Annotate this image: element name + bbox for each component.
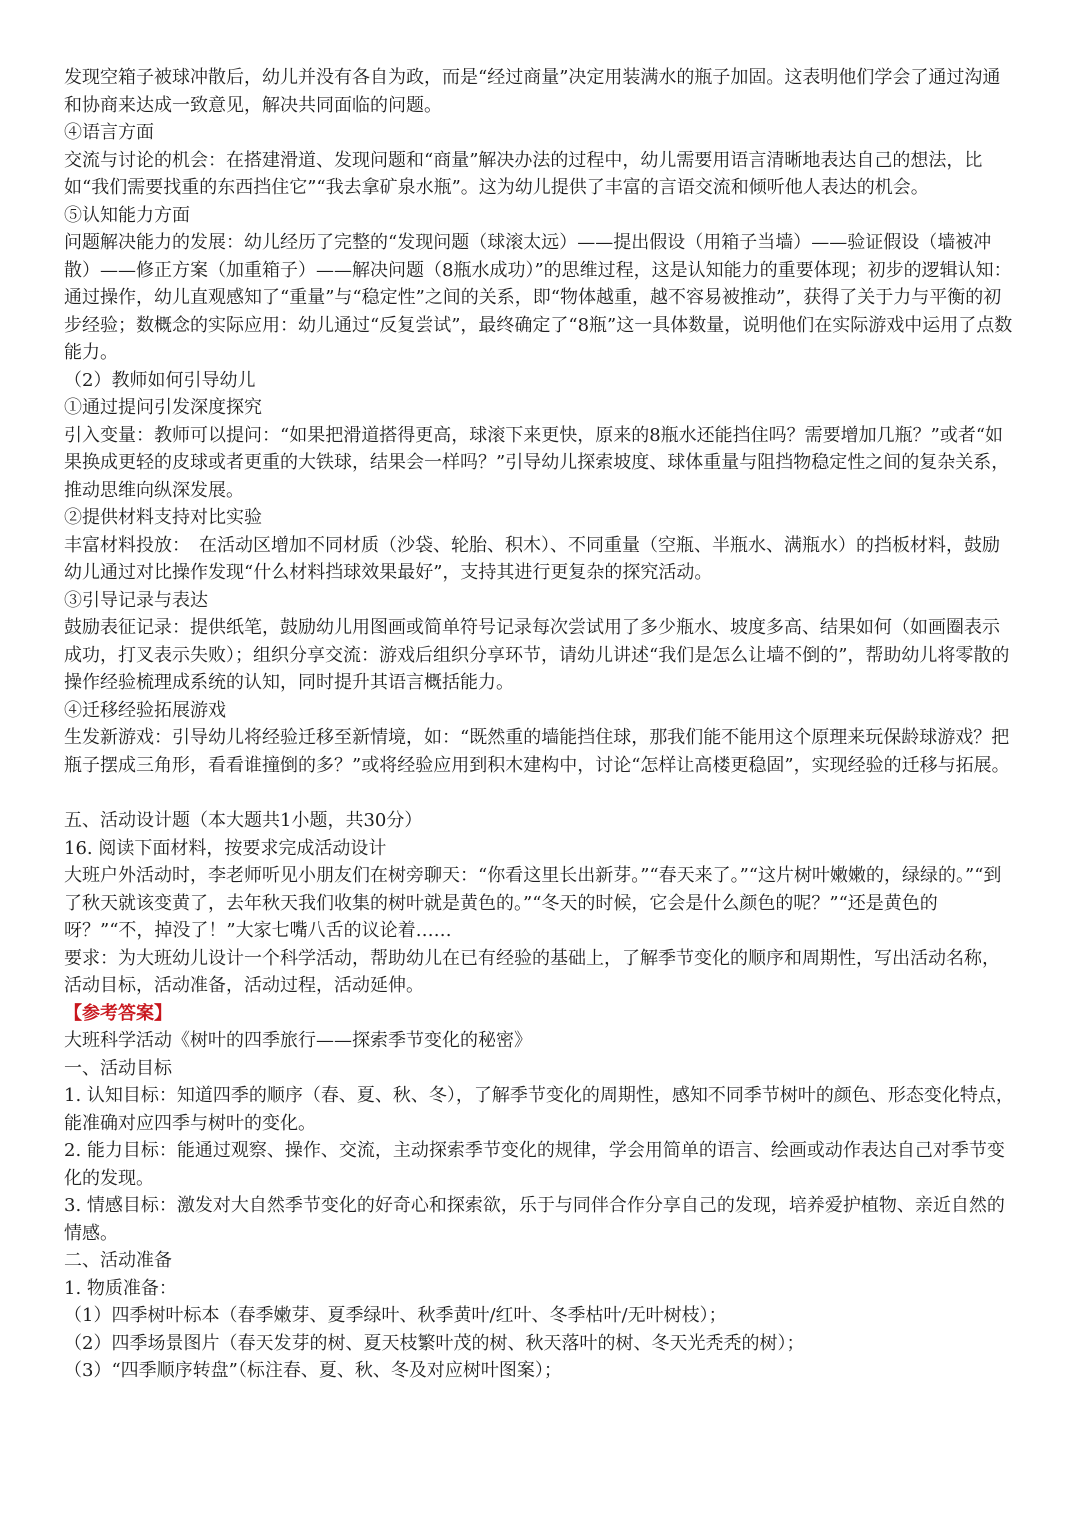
heading-teacher-3: ③引导记录与表达 — [64, 589, 208, 611]
paragraph-goal-3: 3. 情感目标：激发对大自然季节变化的好奇心和探索欲，乐于与同伴合作分享自己的发现，培养爱护植物、亲近自然的情感。 — [64, 1195, 1005, 1244]
heading-teacher-4: ④迁移经验拓展游戏 — [64, 699, 226, 721]
heading-material-prep: 1. 物质准备： — [64, 1277, 177, 1299]
activity-title: 大班科学活动《树叶的四季旅行——探索季节变化的秘密》 — [64, 1030, 532, 1051]
heading-section-5: 五、活动设计题（本大题共1小题，共30分） — [64, 810, 423, 831]
paragraph-goal-2: 2. 能力目标：能通过观察、操作、交流，主动探索季节变化的规律，学会用简单的语言、绘画或动作表达自己对季节变化的发现。 — [64, 1140, 1005, 1189]
section-gap — [64, 779, 1016, 807]
material-item-1: （1）四季树叶标本（春季嫩芽、夏季绿叶、秋季黄叶/红叶、冬季枯叶/无叶树枝）； — [64, 1305, 727, 1326]
paragraph-language: 交流与讨论的机会：在搭建滑道、发现问题和“商量”解决办法的过程中，幼儿需要用语言清晰地表达自己的想法，比如“我们需要找重的东西挡住它”“我去拿矿泉水瓶”。这为幼儿提供了丰富的言语交流和倾听他人表达的机会。 — [64, 149, 983, 198]
paragraph-goal-1: 1. 认知目标：知道四季的顺序（春、夏、秋、冬），了解季节变化的周期性，感知不同季节树叶的颜色、形态变化特点，能准确对应四季与树叶的变化。 — [64, 1085, 1014, 1134]
heading-teacher-guidance: （2）教师如何引导幼儿 — [64, 369, 256, 391]
heading-language: ④语言方面 — [64, 122, 154, 143]
heading-preparation: 二、活动准备 — [64, 1250, 172, 1271]
heading-goals: 一、活动目标 — [64, 1057, 172, 1079]
paragraph-teacher-4: 生发新游戏：引导幼儿将经验迁移至新情境，如：“既然重的墙能挡住球，那我们能不能用这个原理来玩保龄球游戏？把瓶子摆成三角形，看看谁撞倒的多？”或将经验应用到积木建构中，讨论“怎样让高楼更稳固”，实现经验的迁移与拓展。 — [64, 727, 1010, 776]
heading-cognitive: ⑤认知能力方面 — [64, 204, 190, 226]
heading-teacher-1: ①通过提问引发深度探究 — [64, 397, 262, 418]
material-item-2: （2）四季场景图片（春天发芽的树、夏天枝繁叶茂的树、秋天落叶的树、冬天光秃秃的树）； — [64, 1332, 805, 1354]
heading-teacher-2: ②提供材料支持对比实验 — [64, 507, 262, 528]
paragraph-material: 大班户外活动时，李老师听见小朋友们在树旁聊天：“你看这里长出新芽。”“春天来了。”“这片树叶嫩嫩的，绿绿的。”“到了秋天就该变黄了，去年秋天我们收集的树叶就是黄色的。”“冬天的时候，它会是什么颜色的呢？”“还是黄色的呀？”“不，掉没了！”大家七嘴八舌的议论着…… — [64, 865, 1002, 941]
paragraph-requirement: 要求：为大班幼儿设计一个科学活动，帮助幼儿在已有经验的基础上，了解季节变化的顺序和周期性，写出活动名称，活动目标，活动准备，活动过程，活动延伸。 — [64, 947, 1000, 996]
paragraph-cognitive: 问题解决能力的发展：幼儿经历了完整的“发现问题（球滚太远）——提出假设（用箱子当墙）——验证假设（墙被冲散）——修正方案（加重箱子）——解决问题（8瓶水成功）”的思维过程，这是认知能力的重要体现；初步的逻辑认知： 通过操作，幼儿直观感知了“重量”与“稳定性”之间的关系，即“物体越重，越不容易被推动”，获得了关于力与平衡的初步经验；数概念的实际应用：幼儿通过“反复尝试”，最终确定了“8瓶”这一具体数量，说明他们在实际游戏中运用了点数能力。 — [64, 232, 1021, 363]
heading-question-16: 16. 阅读下面材料，按要求完成活动设计 — [64, 837, 387, 859]
material-item-3: （3）“四季顺序转盘”（标注春、夏、秋、冬及对应树叶图案）； — [64, 1360, 562, 1381]
paragraph-teacher-2: 丰富材料投放： 在活动区增加不同材质（沙袋、轮胎、积木）、不同重量（空瓶、半瓶水、满瓶水）的挡板材料，鼓励幼儿通过对比操作发现“什么材料挡球效果最好”，支持其进行更复杂的探究活动。 — [64, 534, 1000, 583]
paragraph-teacher-3: 鼓励表征记录：提供纸笔，鼓励幼儿用图画或简单符号记录每次尝试用了多少瓶水、坡度多高、结果如何（如画圈表示成功，打叉表示失败）；组织分享交流：游戏后组织分享环节，请幼儿讲述“我们是怎么让墙不倒的”，帮助幼儿将零散的操作经验梳理成系统的认知，同时提升其语言概括能力。 — [64, 617, 1010, 693]
reference-answer-label: 【参考答案】 — [64, 1002, 172, 1024]
paragraph-cooperation-continued: 发现空箱子被球冲散后，幼儿并没有各自为政，而是“经过商量”决定用装满水的瓶子加固。这表明他们学会了通过沟通和协商来达成一致意见，解决共同面临的问题。 — [64, 67, 1001, 116]
paragraph-teacher-1: 引入变量：教师可以提问：“如果把滑道搭得更高，球滚下来更快，原来的8瓶水还能挡住吗？需要增加几瓶？”或者“如果换成更轻的皮球或者更重的大铁球，结果会一样吗？”引导幼儿探索坡度、球体重量与阻挡物稳定性之间的复杂关系，推动思维向纵深发展。 — [64, 424, 1010, 501]
